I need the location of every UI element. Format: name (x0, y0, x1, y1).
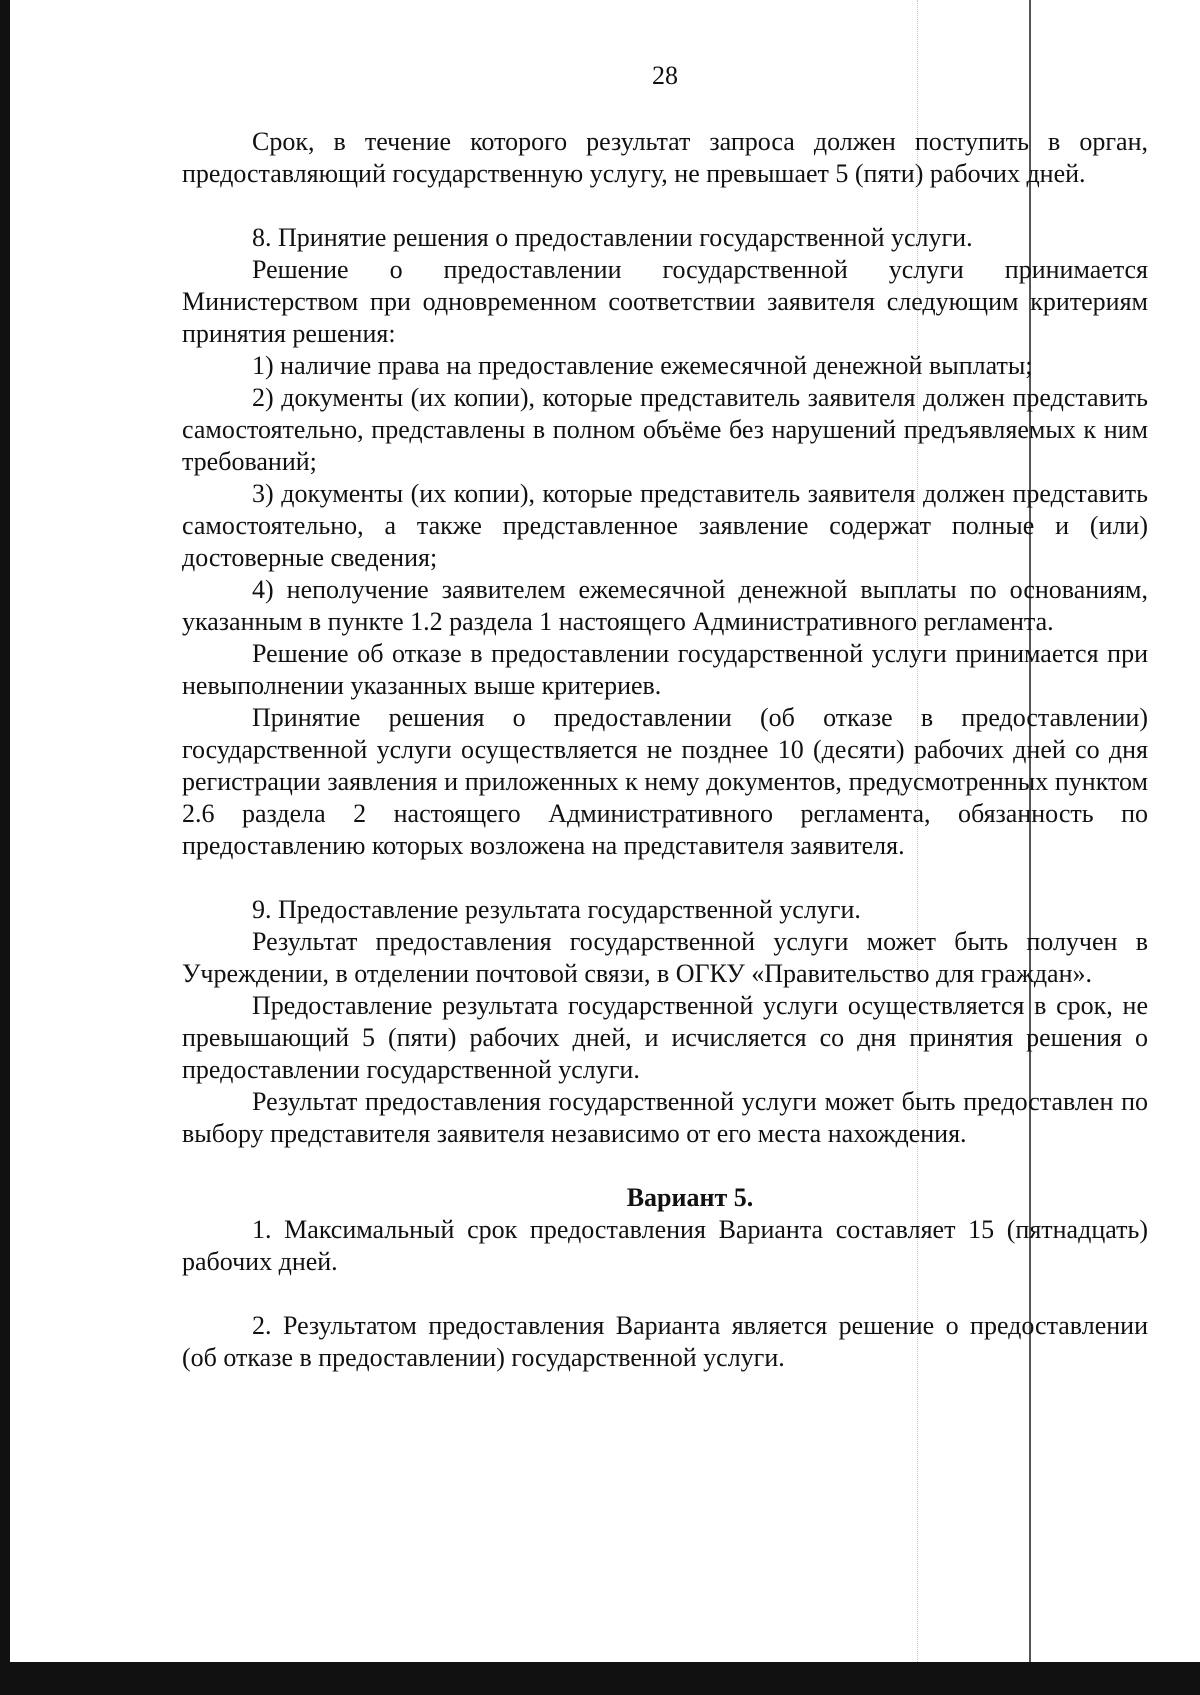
document-body (182, 60, 1148, 1374)
criterion-item-4: 4) неполучение заявителем ежемесячной денежной выплаты по основаниям, указанным в пункте 1.2 раздела 1 настоящего Административного регламента. (182, 575, 1148, 636)
paragraph-result-place: Результат предоставления государственной услуги может быть получен в Учреждении, в отделении почтовой связи, в ОГКУ «Правительство для граждан». (182, 927, 1148, 988)
paragraph-gap (182, 1150, 1148, 1182)
criterion-item-1: 1) наличие права на предоставление ежемесячной денежной выплаты; (252, 351, 1033, 380)
variant-item-1: 1. Максимальный срок предоставления Варианта составляет 15 (пятнадцать) рабочих дней. (182, 1215, 1148, 1276)
criterion-item-2: 2) документы (их копии), которые представитель заявителя должен представить самостоятельно, представлены в полном объёме без нарушений предъявляемых к ним требований; (182, 383, 1148, 476)
paragraph-refusal: Решение об отказе в предоставлении государственной услуги принимается при невыполнении указанных выше критериев. (182, 639, 1148, 700)
scan-bottom-edge (0, 1662, 1200, 1695)
paragraph-decision-criteria: Решение о предоставлении государственной услуги принимается Министерством при одновременном соответствии заявителя следующим критериям принятия решения: (182, 255, 1148, 348)
paragraph-result-deadline: Предоставление результата государственной услуги осуществляется в срок, не превышающий 5 (пяти) рабочих дней, и исчисляется со дня принятия решения о предоставлении государственной услуги. (182, 991, 1148, 1084)
paragraph-result-location: Результат предоставления государственной услуги может быть предоставлен по выбору представителя заявителя независимо от его места нахождения. (182, 1087, 1148, 1148)
paragraph-gap (182, 190, 1148, 222)
section-heading-decision: 8. Принятие решения о предоставлении государственной услуги. (252, 223, 973, 252)
paragraph-gap (182, 1278, 1148, 1310)
paragraph-decision-deadline: Принятие решения о предоставлении (об отказе в предоставлении) государственной услуги осуществляется не позднее 10 (десяти) рабочих дней со дня регистрации заявления и приложенных к нему документов, предусмотренных пунктом 2.6 раздела 2 настоящего Административного регламента, обязанность по предоставлению которых возложена на представителя заявителя. (182, 703, 1148, 860)
criterion-item-3: 3) документы (их копии), которые представитель заявителя должен представить самостоятельно, а также представленное заявление содержат полные и (или) достоверные сведения; (182, 479, 1148, 572)
variant-title: Вариант 5. (626, 1183, 754, 1212)
section-heading-result: 9. Предоставление результата государственной услуги. (252, 895, 861, 924)
variant-item-2: 2. Результатом предоставления Варианта является решение о предоставлении (об отказе в предоставлении) государственной услуги. (182, 1311, 1148, 1372)
paragraph-request-deadline: Срок, в течение которого результат запроса должен поступить в орган, предоставляющий государственную услугу, не превышает 5 (пяти) рабочих дней. (182, 127, 1148, 188)
paragraph-gap (182, 862, 1148, 894)
scan-left-edge (0, 0, 10, 1695)
page-number: 28 (652, 61, 678, 90)
